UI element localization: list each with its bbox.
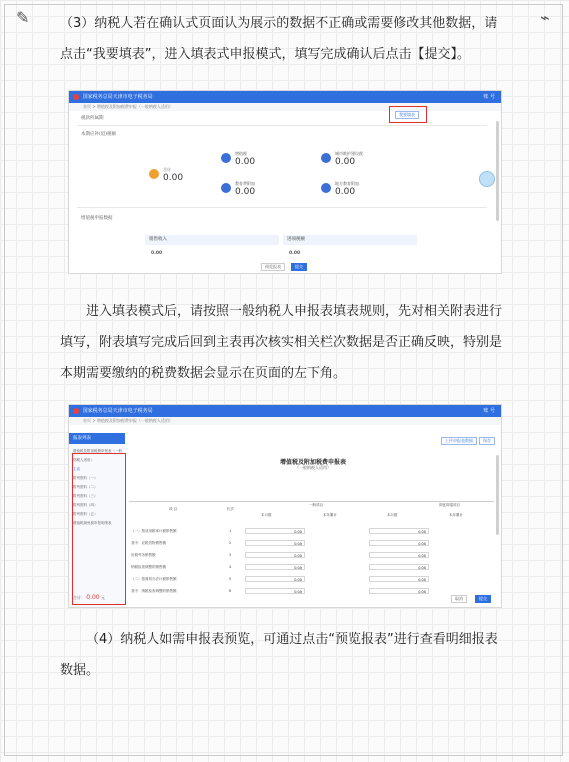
sub-header: 本年累计 [449,513,463,517]
coin-icon [149,169,159,179]
scrollbar[interactable] [496,121,499,221]
section-label: 本期应补(退)税额 [81,132,117,137]
stat-value: 0.00 [235,157,256,167]
amount-input[interactable]: 0.00 [245,552,305,558]
sub-header: 本月数 [387,513,398,517]
row-number: 4 [229,565,232,569]
screenshot-fill-page [68,404,502,608]
row-label: 其中：纳税检查调整的销售额 [131,589,177,593]
stat-item [335,181,359,197]
form-title: 增值税及附加税费申报表 [279,459,346,466]
amount-input[interactable]: 0.00 [369,528,429,534]
stat-item [235,181,255,197]
col-header: 即征即退项目 [439,503,460,507]
paperclip-icon: ✎ [16,8,30,27]
amount-input[interactable]: 0.00 [245,588,305,594]
stat-label: 城市维护建设税 [335,151,363,156]
period-header: 税款所属期 [81,116,104,121]
amount-input[interactable]: 0.00 [369,588,429,594]
sidebar-item[interactable]: 附列资料（二） [73,485,98,489]
user-label[interactable]: 账 号 [483,94,495,100]
col-header: 一般项目 [309,503,323,507]
preview-button[interactable]: 预览报表 [261,263,285,271]
row-number: 2 [229,541,232,545]
row-number: 3 [229,553,232,557]
breadcrumb: 首页 > 增值税及附加税费申报（一般纳税人适用） [69,103,501,111]
row-number: 5 [229,577,232,581]
row-label: 应税劳务销售额 [131,553,156,557]
user-label[interactable]: 账 号 [483,408,495,414]
save-button[interactable]: 保存 [479,437,495,445]
screenshot-confirm-page [68,90,502,274]
submit-button[interactable]: 提交 [475,595,491,603]
stat-label: 地方教育附加 [335,181,359,186]
total-value: 0.00 [163,173,184,183]
sidebar-item[interactable]: 附列资料（五） [73,512,98,516]
paragraph-step-4: （4）纳税人如需申报表预览，可通过点击“预览报表”进行查看明细报表数据。 [60,632,498,678]
stat-value: 0.00 [235,187,256,197]
app-header [69,91,501,103]
form-subtitle: （一般纳税人适用） [295,465,331,470]
sales-value: 0.00 [151,251,163,256]
fill-form-button[interactable]: 我要填表 [395,111,419,119]
paperclip-icon: ⌁ [540,8,550,27]
stat-item [335,151,363,167]
amount-input[interactable]: 0.00 [369,540,429,546]
total-stat [163,167,183,183]
breadcrumb: 首页 > 增值税及附加税费申报（一般纳税人适用） [69,417,501,425]
amount-input[interactable]: 0.00 [245,540,305,546]
col-header: 项 目 [169,507,178,511]
tax-icon [221,183,231,193]
paragraph-fill-mode: 进入填表模式后，请按照一般纳税人申报表填表规则，先对相关附表进行填写，附表填写完成后回到主表再次核实相关栏次数据是否正确反映，特别是本期需要缴纳的税费数据会显示在页面的左下角。 [60,304,503,381]
amount-input[interactable]: 0.00 [245,576,305,582]
tax-logo-icon [73,94,79,100]
amount-input[interactable]: 0.00 [245,528,305,534]
row-label: 其中：应税货物销售额 [131,541,166,545]
stat-value: 0.00 [335,157,356,167]
app-title: 国家税务总局天津市电子税务局 [82,94,153,100]
row-label: 纳税检查调整的销售额 [131,565,166,569]
row-number: 1 [229,529,232,533]
sidebar-item[interactable]: 主表 [73,467,80,471]
sidebar-item[interactable]: 附列资料（四） [73,503,98,507]
tax-icon [221,153,231,163]
amount-input[interactable]: 0.00 [245,564,305,570]
table-border [129,501,494,502]
highlight-box [389,106,427,123]
total-unit: 元 [100,595,105,600]
input-tax-panel-title: 进项税额 [283,235,417,245]
total-label: 合计： [73,595,85,600]
sidebar-item[interactable]: 附列资料（三） [73,494,98,498]
amount-input[interactable]: 0.00 [369,576,429,582]
cancel-button[interactable]: 取消 [451,595,467,603]
amount-input[interactable]: 0.00 [369,552,429,558]
paragraph-step-3: （3）纳税人若在确认式页面认为展示的数据不正确或需要修改其他数据，请点击“我要填表”，进入填表式申报模式，填写完成确认后点击【提交】。 [60,16,498,62]
submit-button[interactable]: 提交 [291,263,307,271]
stat-item [235,151,255,167]
total-label: 合计 [163,167,171,172]
sidebar-item[interactable]: 增值税及附加税费申报表（一般纳税人适用） [73,449,122,462]
stat-label: 增值税 [235,151,247,156]
tax-icon [321,153,331,163]
amount-input[interactable]: 0.00 [369,564,429,570]
divider [77,207,487,208]
total-value: 0.00 [86,594,100,601]
row-label: （二）按简易办法计税销售额 [131,577,177,581]
sidebar-header: 报表列表 [69,433,125,444]
col-header: 栏次 [227,507,234,511]
sidebar-item[interactable]: 附列资料（一） [73,476,98,480]
stat-value: 0.00 [335,187,356,197]
sub-header: 本年累计 [323,513,337,517]
assistant-avatar-icon[interactable] [479,171,495,187]
app-title: 国家税务总局天津市电子税务局 [82,408,153,414]
tax-logo-icon [73,408,79,414]
input-tax-value: 0.00 [289,251,301,256]
panel-label: 增值税申报数据 [81,216,113,221]
row-number: 6 [229,589,232,593]
scrollbar[interactable] [496,455,499,535]
sub-header: 本月数 [261,513,272,517]
upload-button[interactable]: 上传申报表数据 [441,437,477,445]
row-label: （一）按适用税率计税销售额 [131,529,177,533]
divider [77,125,487,126]
stat-label: 教育费附加 [235,181,255,186]
sales-panel-title: 销售收入 [145,235,279,245]
app-header [69,405,501,417]
sidebar-item[interactable]: 增值税减免税申报明细表 [73,521,112,525]
highlight-box [72,453,126,605]
tax-icon [321,183,331,193]
